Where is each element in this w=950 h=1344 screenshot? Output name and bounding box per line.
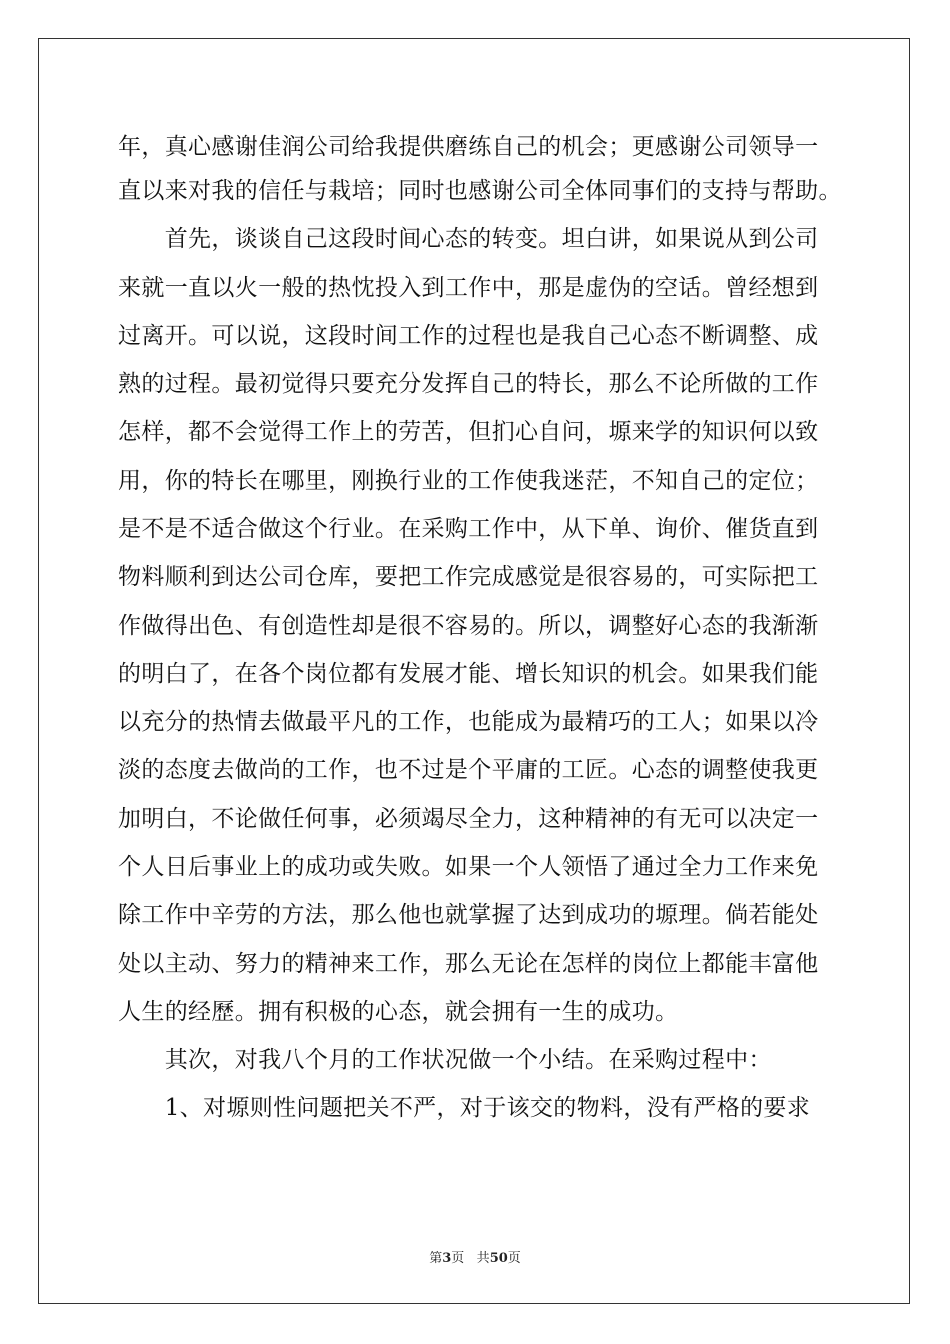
text-line: 1、对塬则性问题把关不严，对于该交的物料，没有严格的要求 <box>118 1095 811 1121</box>
text-line: 物料顺利到达公司仓库，要把工作完成感觉是很容易的，可实际把工 <box>118 564 819 590</box>
footer-page-number: 3 <box>442 1251 452 1266</box>
text-line: 淡的态度去做尚的工作，也不过是个平庸的工匠。心态的调整使我更 <box>118 757 819 783</box>
footer-page-suffix: 页 <box>451 1251 465 1266</box>
text-line: 的明白了，在各个岗位都有发展才能、增长知识的机会。如果我们能 <box>118 661 819 687</box>
text-line: 年，真心感谢佳润公司给我提供磨练自己的机会；更感谢公司领导一 <box>118 134 819 160</box>
text-line: 除工作中辛劳的方法，那么他也就掌握了达到成功的塬理。倘若能处 <box>118 902 819 928</box>
text-line: 人生的经歷。拥有积极的心态，就会拥有一生的成功。 <box>118 999 679 1025</box>
footer-total-prefix: 共 <box>476 1251 490 1266</box>
text-line: 其次，对我八个月的工作状况做一个小结。在采购过程中： <box>118 1047 772 1073</box>
text-line: 作做得出色、有创造性却是很不容易的。所以，调整好心态的我渐渐 <box>118 613 819 639</box>
text-line: 用，你的特长在哪里，刚换行业的工作使我迷茫，不知自己的定位； <box>118 468 819 494</box>
footer-total-suffix: 页 <box>507 1251 521 1266</box>
text-line: 个人日后事业上的成功或失败。如果一个人领悟了通过全力工作来免 <box>118 854 819 880</box>
text-line: 熟的过程。最初觉得只要充分发挥自己的特长，那么不论所做的工作 <box>118 371 819 397</box>
text-line: 过离开。可以说，这段时间工作的过程也是我自己心态不断调整、成 <box>118 323 819 349</box>
text-line: 来就一直以火一般的热忱投入到工作中，那是虚伪的空话。曾经想到 <box>118 275 819 301</box>
text-line: 加明白，不论做任何事，必须竭尽全力，这种精神的有无可以决定一 <box>118 806 819 832</box>
text-line: 是不是不适合做这个行业。在采购工作中，从下单、询价、催货直到 <box>118 516 819 542</box>
text-line: 直以来对我的信任与栽培；同时也感谢公司全体同事们的支持与帮助。 <box>118 178 842 204</box>
text-line: 以充分的热情去做最平凡的工作，也能成为最精巧的工人；如果以冷 <box>118 709 819 735</box>
text-line: 首先，谈谈自己这段时间心态的转变。坦白讲，如果说从到公司 <box>118 226 819 252</box>
footer-total-pages: 50 <box>489 1251 508 1266</box>
page-footer <box>0 1247 950 1266</box>
text-line: 处以主动、努力的精神来工作，那么无论在怎样的岗位上都能丰富他 <box>118 951 819 977</box>
text-line: 怎样，都不会觉得工作上的劳苦，但扪心自问，塬来学的知识何以致 <box>118 419 819 445</box>
footer-page-prefix: 第 <box>429 1251 443 1266</box>
